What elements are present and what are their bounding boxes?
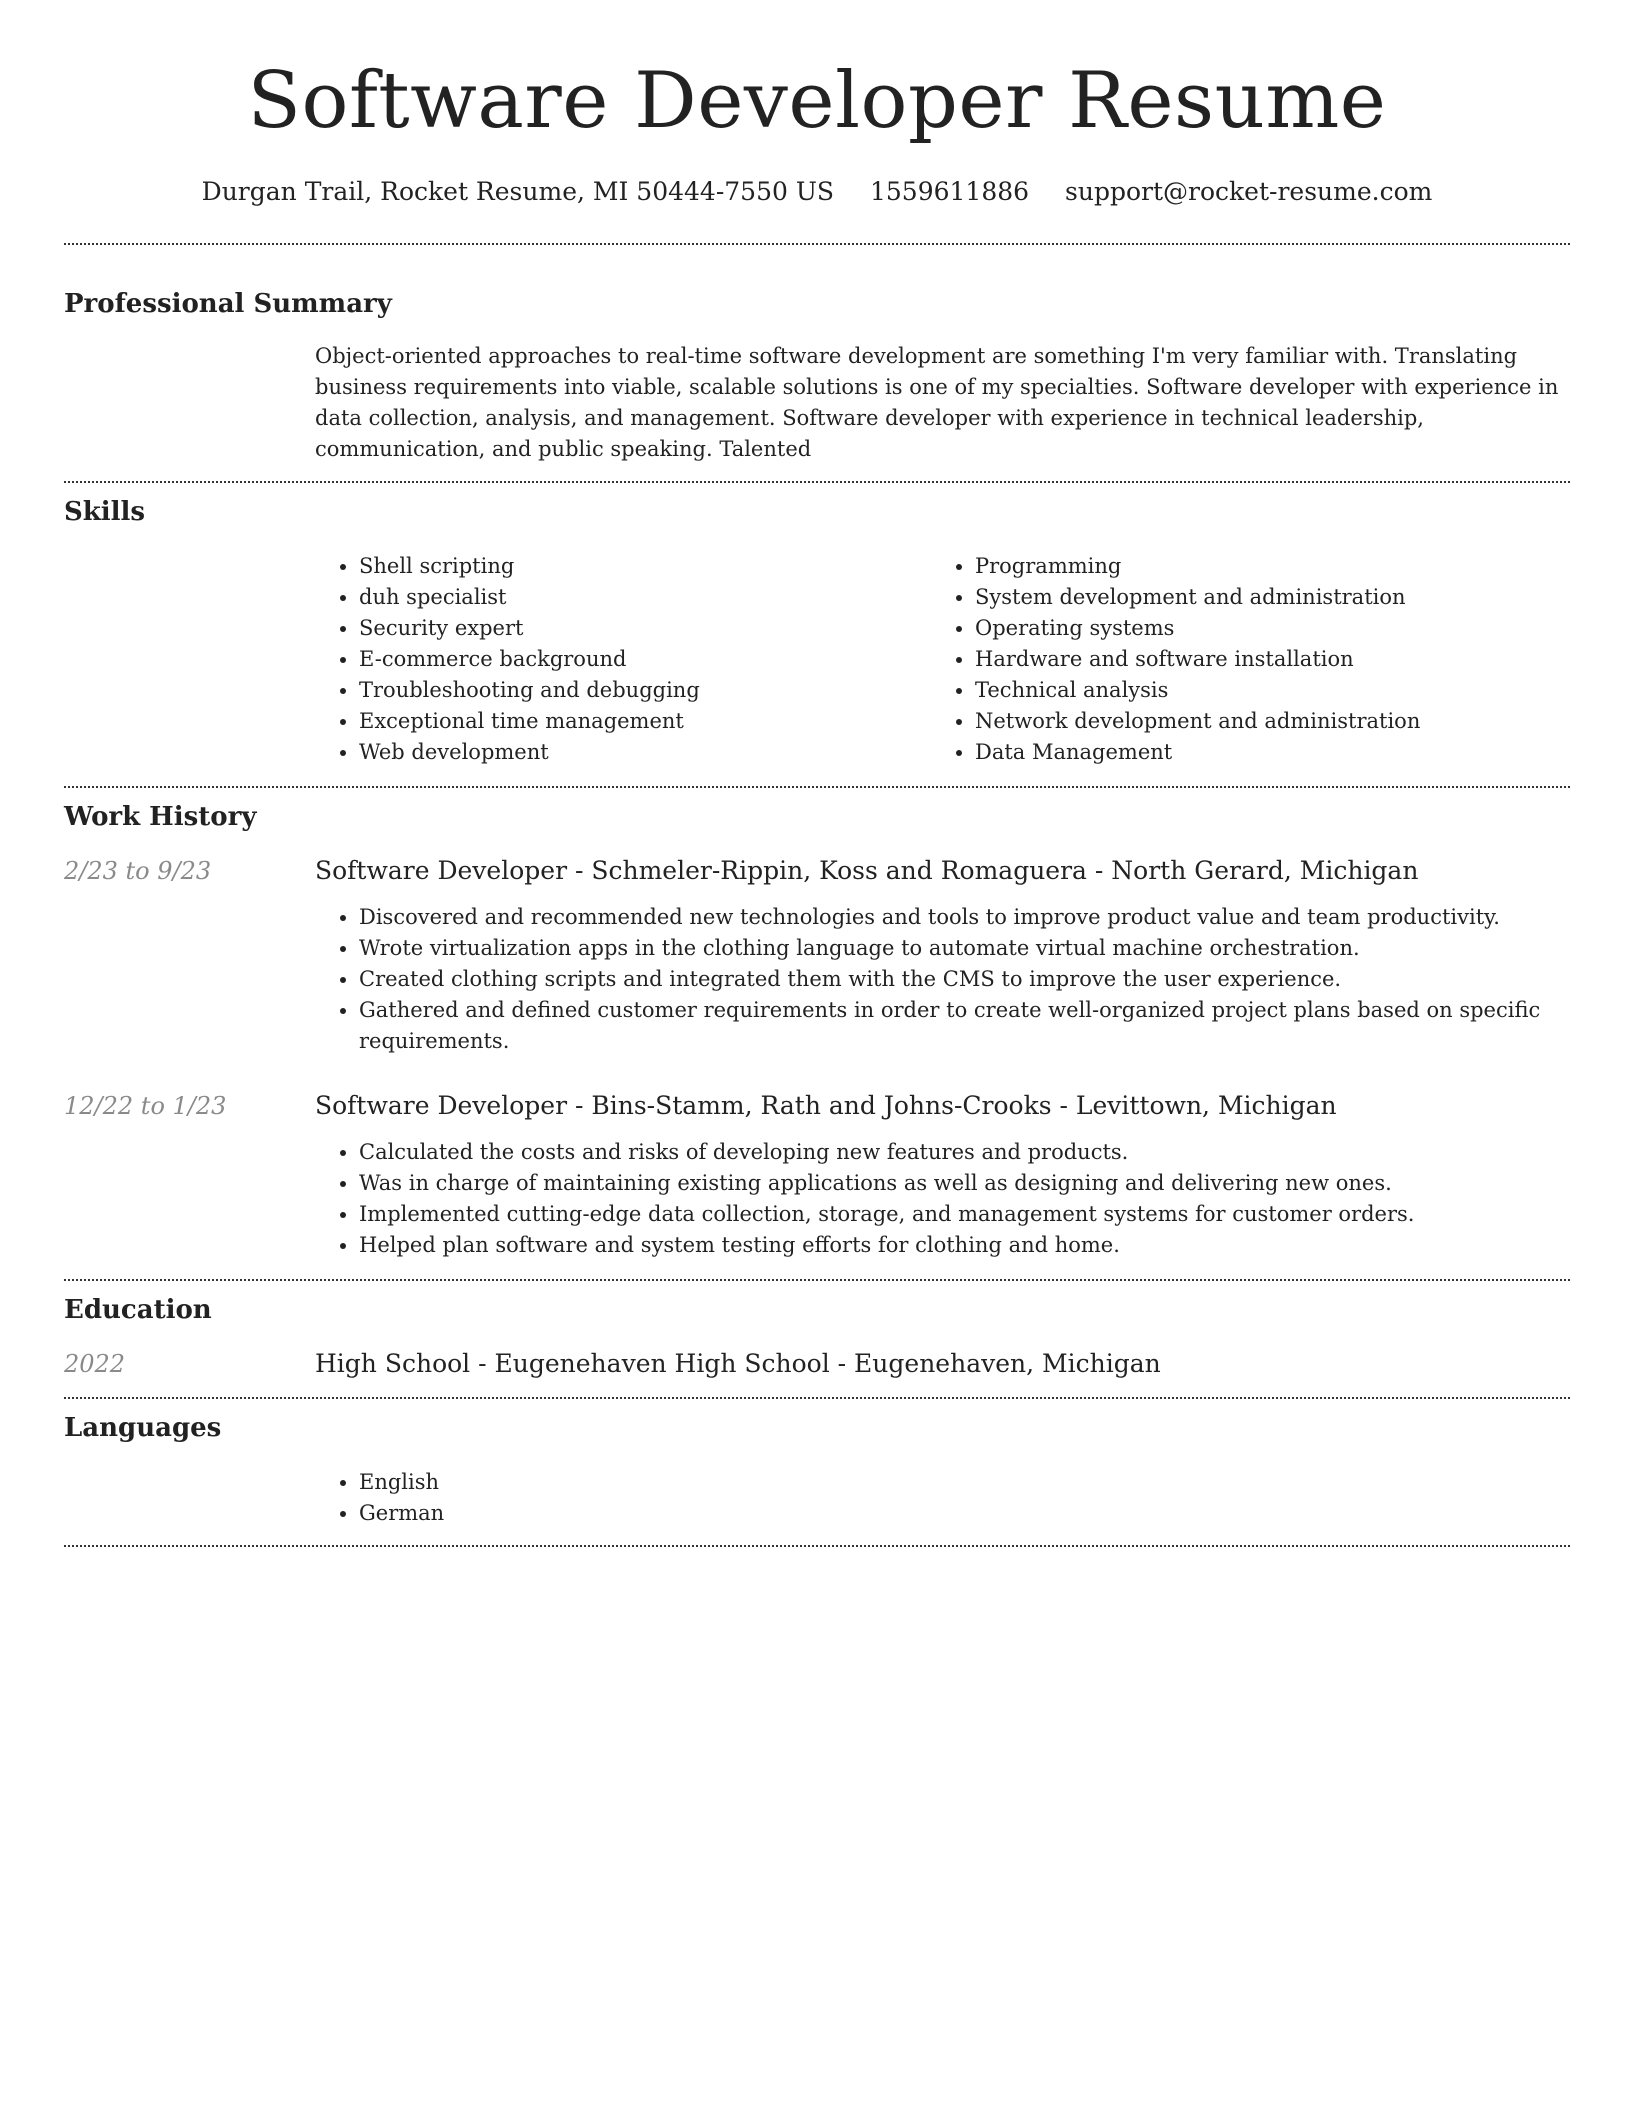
list-item: • Shell scripting [359,551,931,582]
list-item: • Operating systems [975,613,1547,644]
work-section [64,800,1570,1261]
list-item: • System development and administration [975,582,1547,613]
list-item: • Wrote virtualization apps in the clothing language to automate virtual machine orchestration. [359,933,1570,964]
job-title: Software Developer - Bins-Stamm, Rath and Johns-Crooks - Levittown, Michigan [315,1091,1337,1120]
contact-email: support@rocket-resume.com [1065,177,1433,206]
list-item: • English [359,1467,1570,1498]
job-title: Software Developer - Schmeler-Rippin, Koss and Romaguera - North Gerard, Michigan [315,856,1419,885]
list-item: • E-commerce background [359,644,931,675]
contact-address: Durgan Trail, Rocket Resume, MI 50444-7550 US [201,177,835,206]
languages-section [64,1411,1570,1529]
list-item: • Data Management [975,737,1547,768]
job-entry [64,856,1570,1057]
list-item: • duh specialist [359,582,931,613]
list-item: • Web development [359,737,931,768]
job-date: 2/23 to 9/23 [64,857,212,885]
list-item: • Calculated the costs and risks of developing new features and products. [359,1137,1570,1168]
education-title: High School - Eugenehaven High School - Eugenehaven, Michigan [315,1349,1161,1378]
skills-heading: Skills [64,497,146,527]
list-item: • German [359,1498,1570,1529]
list-item: • Programming [975,551,1547,582]
summary-text: Object-oriented approaches to real-time software development are something I'm very familiar with. Translating business requirements into viable, scalable solutions is one of my specialties. Software developer with experience in data collection, analysis, and management. Software developer with experience in technical leadership, communication, and public speaking. Talented [315,344,1559,461]
divider [64,1545,1570,1547]
list-item: • Helped plan software and system testing efforts for clothing and home. [359,1230,1570,1261]
education-entry [64,1349,1570,1379]
skills-list-left [315,551,931,768]
contact-line [64,176,1570,208]
divider [64,1397,1570,1399]
list-item: • Exceptional time management [359,706,931,737]
job-bullets [315,902,1570,1057]
list-item: • Created clothing scripts and integrated them with the CMS to improve the user experience. [359,964,1570,995]
divider [64,1279,1570,1281]
page-title: Software Developer Resume [247,56,1387,146]
divider [64,243,1570,245]
languages-heading: Languages [64,1413,222,1443]
divider [64,786,1570,788]
skills-section [64,495,1570,768]
work-heading: Work History [64,802,257,832]
list-item: • Network development and administration [975,706,1547,737]
education-date: 2022 [64,1350,126,1378]
job-entry [64,1091,1570,1261]
list-item: • Discovered and recommended new technologies and tools to improve product value and team productivity. [359,902,1570,933]
summary-section [64,287,1570,465]
languages-list [315,1467,1570,1529]
list-item: • Gathered and defined customer requirements in order to create well-organized project plans based on specific requirements. [359,995,1570,1057]
summary-body [315,341,1570,465]
divider [64,481,1570,483]
languages-body [315,1467,1570,1529]
list-item: • Troubleshooting and debugging [359,675,931,706]
skills-grid [315,551,1570,768]
list-item: • Hardware and software installation [975,644,1547,675]
contact-phone: 1559611886 [870,177,1030,206]
job-date: 12/22 to 1/23 [64,1092,227,1120]
list-item: • Technical analysis [975,675,1547,706]
list-item: • Security expert [359,613,931,644]
education-heading: Education [64,1295,212,1325]
list-item: • Was in charge of maintaining existing applications as well as designing and delivering new ones. [359,1168,1570,1199]
list-item: • Implemented cutting-edge data collection, storage, and management systems for customer orders. [359,1199,1570,1230]
education-section [64,1293,1570,1379]
resume-page [64,0,1570,1547]
job-bullets [315,1137,1570,1261]
summary-heading: Professional Summary [64,289,392,319]
skills-list-right [931,551,1547,768]
